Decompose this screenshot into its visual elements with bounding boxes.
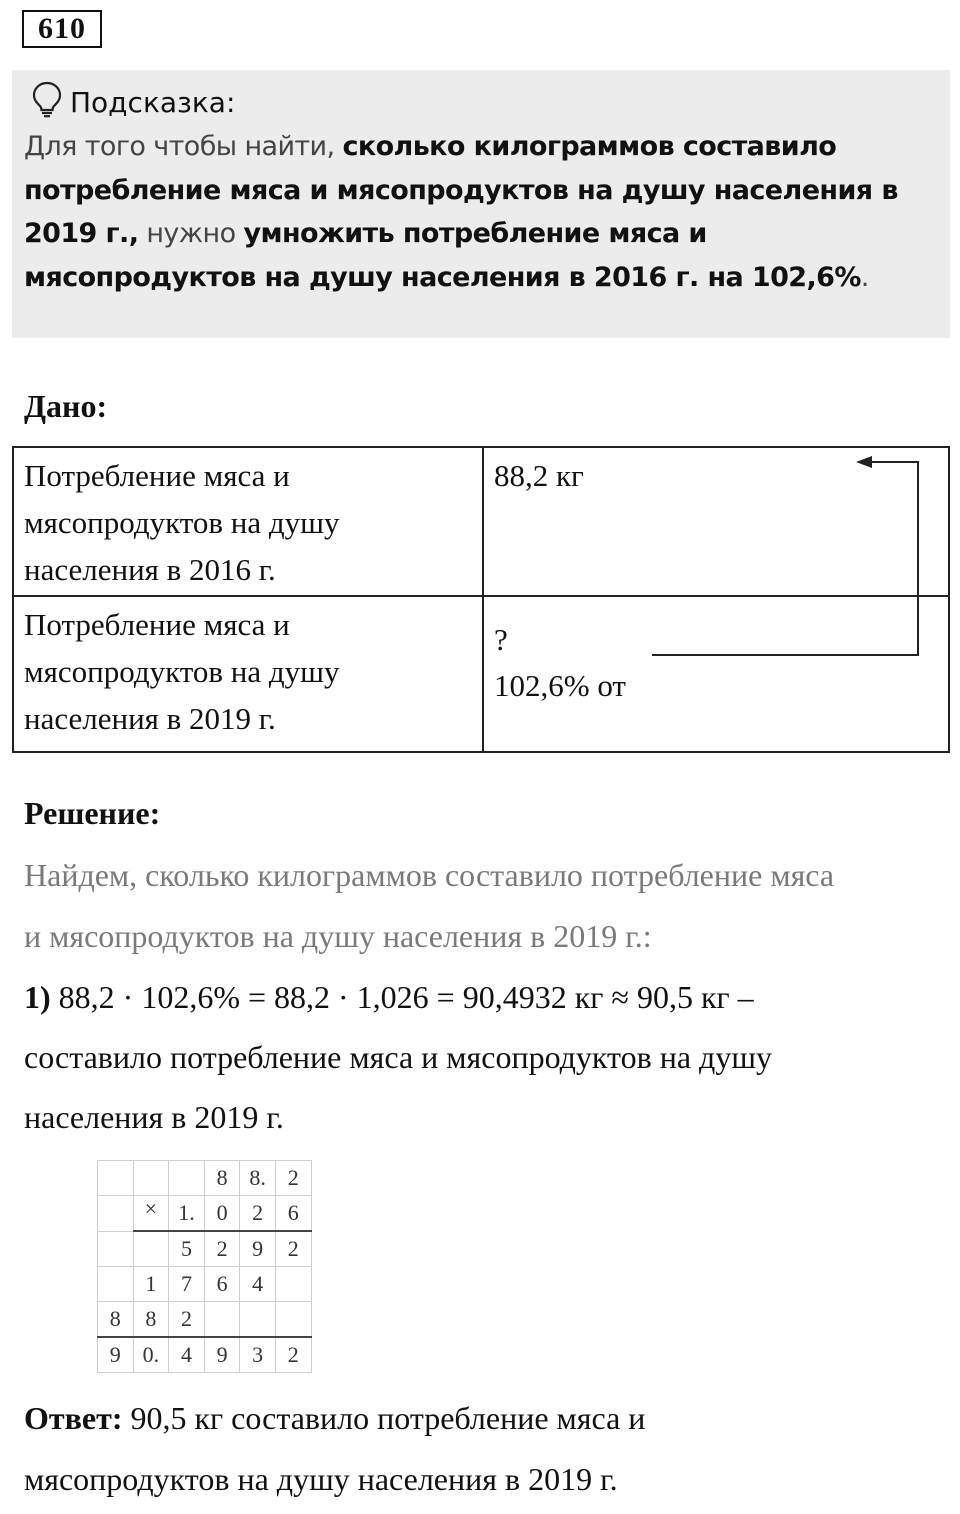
column-multiplication xyxy=(97,1160,312,1373)
answer-line: мясопродуктов на душу населения в 2019 г. xyxy=(24,1461,618,1497)
mult-cell xyxy=(169,1161,205,1196)
mult-cell: 8 xyxy=(133,1302,169,1338)
answer-text: 90,5 кг составило потребление мяса и xyxy=(122,1400,646,1436)
answer-line xyxy=(24,1398,645,1438)
percent-of-label: 102,6% от xyxy=(494,668,626,703)
mult-cell: 9 xyxy=(240,1231,276,1267)
mult-cell: 2 xyxy=(275,1337,311,1373)
solution-step-line: населения в 2019 г. xyxy=(24,1099,284,1135)
mult-result-row xyxy=(98,1337,312,1373)
mult-cell xyxy=(98,1161,134,1196)
hint-text-part: . xyxy=(860,261,869,293)
mult-cell: 0 xyxy=(204,1196,240,1232)
mult-cell: 8 xyxy=(204,1161,240,1196)
mult-cell: 6 xyxy=(204,1267,240,1302)
mult-cell xyxy=(98,1267,134,1302)
answer-label: Ответ: xyxy=(24,1400,123,1436)
mult-cell: 4 xyxy=(169,1337,205,1373)
mult-cell: 3 xyxy=(240,1337,276,1373)
mult-cell: 2 xyxy=(204,1231,240,1267)
mult-cell: 6 xyxy=(275,1196,311,1232)
step-formula: 88,2 · 102,6% = 88,2 · 1,026 = 90,4932 кг ≈ 90,5 кг – xyxy=(50,979,754,1015)
task-number: 610 xyxy=(22,10,102,48)
mult-cell: 8 xyxy=(98,1302,134,1338)
mult-cell xyxy=(98,1196,134,1232)
mult-cell xyxy=(275,1267,311,1302)
mult-cell: 2 xyxy=(275,1231,311,1267)
multiply-sign: × xyxy=(133,1196,169,1232)
mult-cell: 4 xyxy=(240,1267,276,1302)
given-label: Потребление мяса и мясопродуктов на душу населения в 2016 г. xyxy=(13,447,483,596)
mult-row xyxy=(98,1196,312,1232)
solution-step-line xyxy=(24,977,754,1017)
hint-text-part: Для того чтобы найти, xyxy=(24,131,343,162)
solution-title: Решение: xyxy=(24,795,161,831)
mult-cell: 5 xyxy=(169,1231,205,1267)
hint-text-emphasis: умножить потребление мяса и мясопродуктов на душу населения в 2016 г. на 102,6% xyxy=(24,218,861,293)
mult-cell xyxy=(133,1231,169,1267)
mult-cell: 9 xyxy=(204,1337,240,1373)
hint-text-part: нужно xyxy=(138,218,244,249)
hint-title: Подсказка: xyxy=(70,86,236,119)
solution-step-line: составило потребление мяса и мясопродуктов на душу xyxy=(24,1039,772,1075)
mult-cell xyxy=(204,1302,240,1338)
mult-cell xyxy=(133,1161,169,1196)
solution-intro-line: и мясопродуктов на душу населения в 2019 г.: xyxy=(24,918,652,954)
mult-cell: 2 xyxy=(275,1161,311,1196)
mult-cell: 0. xyxy=(133,1337,169,1373)
mult-cell: 8. xyxy=(240,1161,276,1196)
mult-cell: 2 xyxy=(240,1196,276,1232)
mult-row xyxy=(98,1161,312,1196)
step-number: 1) xyxy=(24,979,51,1015)
mult-cell xyxy=(98,1231,134,1267)
mult-cell: 1 xyxy=(133,1267,169,1302)
given-title: Дано: xyxy=(24,388,108,424)
mult-cell: 1. xyxy=(169,1196,205,1232)
mult-row xyxy=(98,1267,312,1302)
mult-cell: 2 xyxy=(169,1302,205,1338)
unknown-value: ? xyxy=(494,622,508,657)
given-value-text: 88,2 кг xyxy=(494,458,584,493)
mult-cell: 7 xyxy=(169,1267,205,1302)
mult-cell: 9 xyxy=(98,1337,134,1373)
mult-row xyxy=(98,1231,312,1267)
solution-intro-line: Найдем, сколько килограммов составило потребление мяса xyxy=(24,857,835,893)
given-label: Потребление мяса и мясопродуктов на душу населения в 2019 г. xyxy=(13,596,483,752)
mult-row xyxy=(98,1302,312,1338)
mult-cell xyxy=(240,1302,276,1338)
hint-text-emphasis: сколько килограммов составило потребление мяса и мясопродуктов на душу населения в 2019 г., xyxy=(24,131,898,249)
mult-cell xyxy=(275,1302,311,1338)
